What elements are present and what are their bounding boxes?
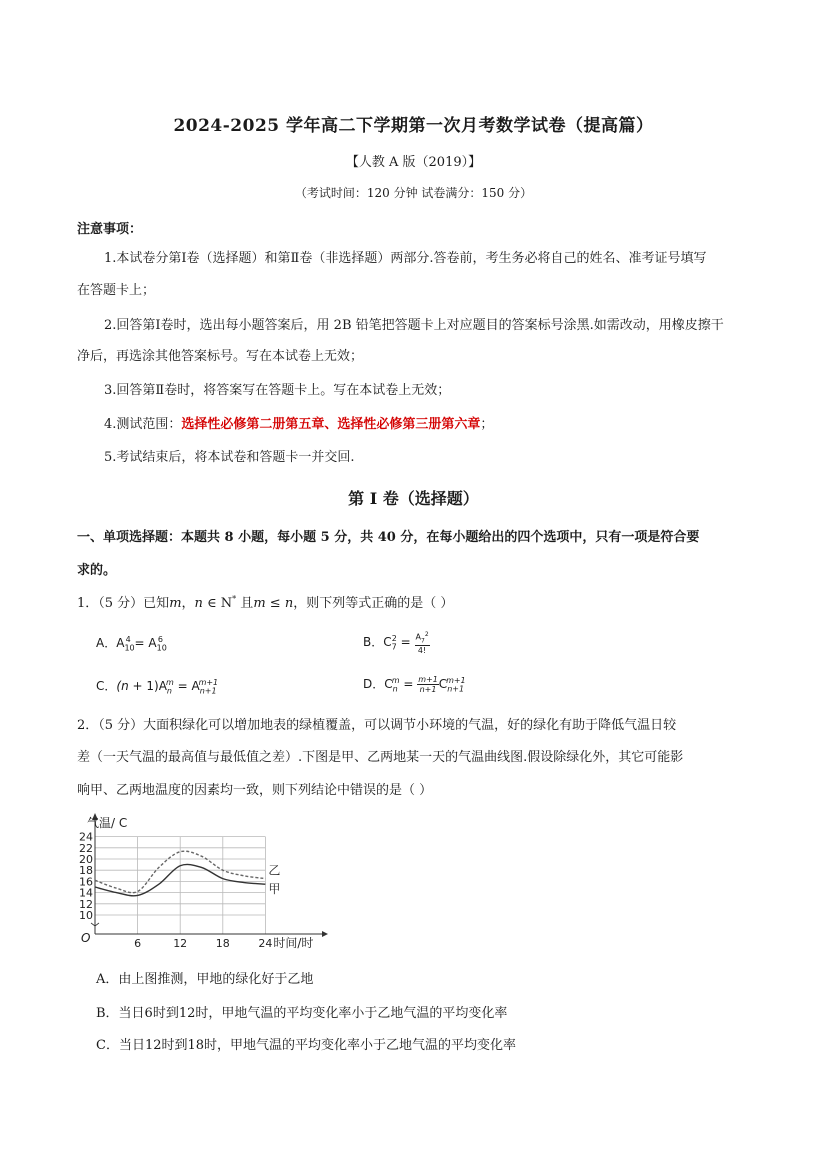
formula-d: $C_n^m$ = $\frac{m+1}{n+1}$ $C_{n+1}^{m+1}$ <box>384 675 466 694</box>
notice-item-4-suffix: ； <box>480 417 494 432</box>
question-1-option-d[interactable]: D．$C_n^m$ = $\frac{m+1}{n+1}$ $C_{n+1}^{m+1}$ <box>363 675 466 694</box>
notice-heading: 注意事项： <box>77 222 143 237</box>
chart-labels <box>79 815 313 950</box>
notice-item-4 <box>104 409 493 440</box>
section-instructions-line-1: 一、单项选择题：本题共 8 小题，每小题 5 分，共 40 分，在每小题给出的四个选项中，只有一项是符合要 <box>77 530 700 545</box>
formula-b: $C_7^2$ = $\frac{A_7^2}{4!}$ <box>383 631 429 656</box>
notice-item-1-line-2: 在答题卡上； <box>77 283 156 298</box>
x-tick-label-24: 24 <box>258 937 273 950</box>
test-scope: 选择性必修第二册第五章、选择性必修第三册第六章 <box>181 417 481 432</box>
y-tick-label-14: 14 <box>79 886 93 900</box>
series-label-yi: 乙 <box>268 863 281 878</box>
chart-grid <box>95 837 265 934</box>
x-axis-label: 时间/时 <box>273 936 314 950</box>
question-1-stem: 1．（5 分）已知m，n ∈ N* 且m ≤ n，则下列等式正确的是（ ） <box>77 594 454 611</box>
y-tick-label-10: 10 <box>79 909 93 922</box>
x-tick-label-6: 6 <box>134 937 142 950</box>
y-tick-label-18: 18 <box>79 864 93 878</box>
section-instructions-line-2: 求的。 <box>77 563 117 578</box>
exam-info: （考试时间：120 分钟 试卷满分：150 分） <box>294 186 533 200</box>
edition-subtitle: 【人教 A 版（2019）】 <box>345 155 482 170</box>
question-2-option-b[interactable]: B．当日6时到12时，甲地气温的平均变化率小于乙地气温的平均变化率 <box>96 1006 508 1021</box>
notice-item-4-prefix: 4.测试范围： <box>104 417 182 432</box>
section-title: 第 I 卷（选择题） <box>348 489 479 508</box>
question-2-option-c[interactable]: C．当日12时到18时，甲地气温的平均变化率小于乙地气温的平均变化率 <box>96 1038 517 1053</box>
question-2-option-a[interactable]: A．由上图推测，甲地的绿化好于乙地 <box>96 972 314 987</box>
y-axis-label: 气温/ C <box>87 816 128 830</box>
notice-item-3: 3.回答第Ⅱ卷时，将答案写在答题卡上。写在本试卷上无效； <box>104 383 451 398</box>
x-axis-arrow <box>322 931 328 937</box>
y-tick-label-16: 16 <box>79 875 93 889</box>
question-1-option-a[interactable]: A．$A_{10}^4 = A_{10}^6$ <box>96 635 167 653</box>
formula-a: $A_{10}^4 = A_{10}^6$ <box>116 635 167 653</box>
y-tick-label-12: 12 <box>79 897 93 911</box>
y-tick-label-24: 24 <box>79 830 93 844</box>
notice-item-1-line-1: 1.本试卷分第Ⅰ卷（选择题）和第Ⅱ卷（非选择题）两部分.答卷前，考生务必将自己的姓名、准考证号填写 <box>104 251 707 266</box>
question-2-line-1: 2．（5 分）大面积绿化可以增加地表的绿植覆盖，可以调节小环境的气温，好的绿化有助于降低气温日较 <box>77 718 677 733</box>
temperature-chart <box>72 812 332 954</box>
question-2-line-3: 响甲、乙两地温度的因素均一致，则下列结论中错误的是（ ） <box>77 783 433 798</box>
question-1-option-c[interactable]: C．$(n + 1)A_n^m = A_{n+1}^{m+1}$ <box>96 678 219 696</box>
question-2-line-2: 差（一天气温的最高值与最低值之差）.下图是甲、乙两地某一天的气温曲线图.假设除绿化外，其它可能影 <box>77 750 684 765</box>
notice-item-2-line-2: 净后，再选涂其他答案标号。写在本试卷上无效； <box>77 349 364 364</box>
formula-c: $(n + 1)A_n^m = A_{n+1}^{m+1}$ <box>116 678 219 696</box>
notice-item-5: 5.考试结束后，将本试卷和答题卡一并交回. <box>104 450 355 465</box>
series-label-jia: 甲 <box>268 882 281 897</box>
origin-label: O <box>81 931 91 945</box>
y-tick-label-22: 22 <box>79 841 93 855</box>
y-tick-label-20: 20 <box>79 853 93 866</box>
x-tick-label-12: 12 <box>173 937 188 950</box>
x-tick-label-18: 18 <box>215 937 230 950</box>
chart-axes <box>91 813 328 937</box>
page-title: 2024-2025 学年高二下学期第一次月考数学试卷（提高篇） <box>173 116 654 136</box>
notice-item-2-line-1: 2.回答第Ⅰ卷时，选出每小题答案后，用 2B 铅笔把答题卡上对应题目的答案标号涂黑.如需改动，用橡皮擦干 <box>104 318 724 333</box>
question-1-option-b[interactable]: B．$C_7^2$ = $\frac{A_7^2}{4!}$ <box>363 631 429 656</box>
